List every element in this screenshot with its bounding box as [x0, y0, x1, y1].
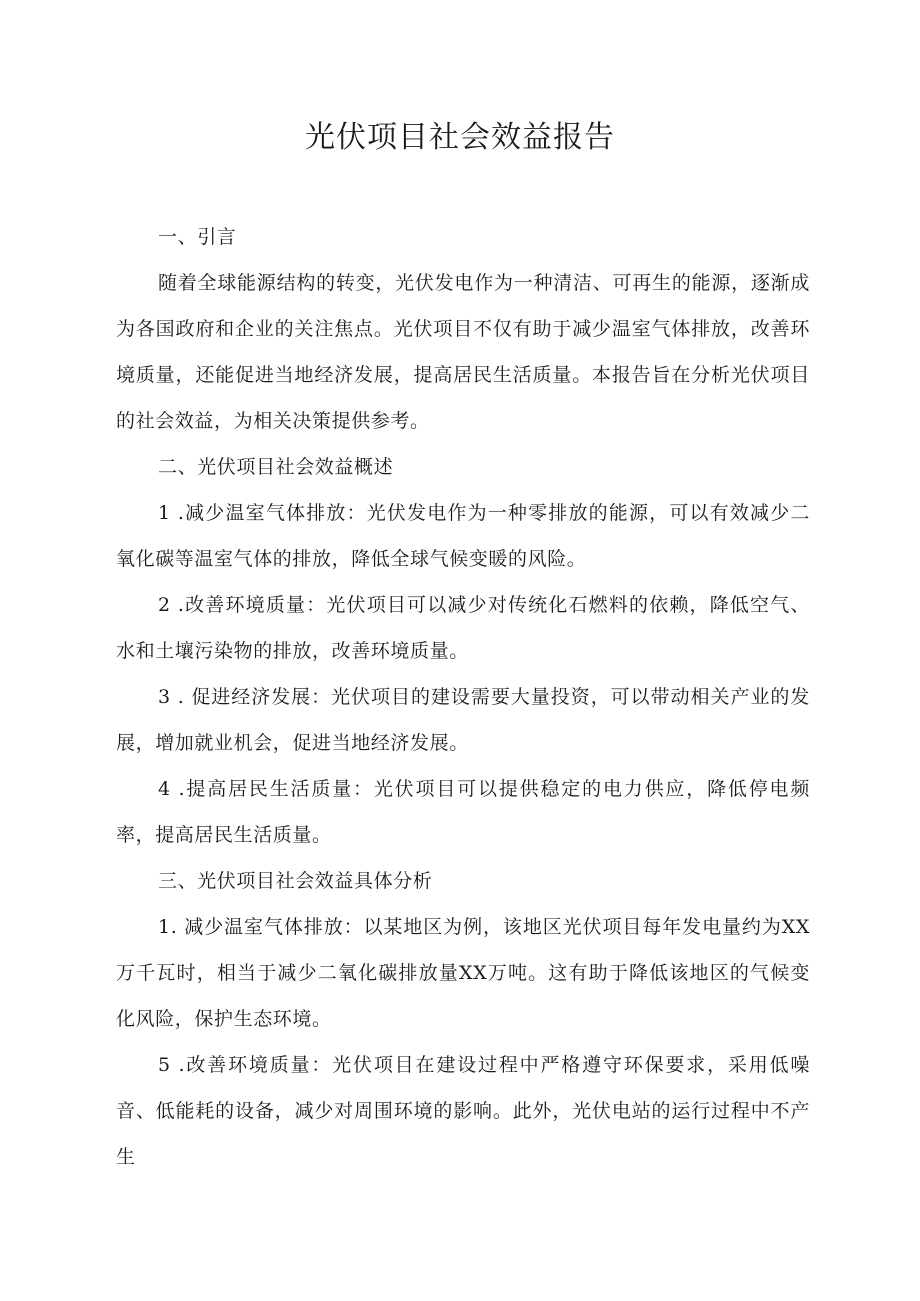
section-heading-analysis: 三、光伏项目社会效益具体分析 [158, 870, 433, 892]
paragraph-overview-item-2: 2 .改善环境质量：光伏项目可以减少对传统化石燃料的依赖，降低空气、水和土壤污染物的排放，改善环境质量。 [116, 594, 810, 662]
paragraph-overview-item-3: 3 . 促进经济发展：光伏项目的建设需要大量投资，可以带动相关产业的发展，增加就业机会，促进当地经济发展。 [116, 686, 810, 754]
paragraph-overview-item-1: 1 .减少温室气体排放：光伏发电作为一种零排放的能源，可以有效减少二氧化碳等温室气体的排放，降低全球气候变暖的风险。 [116, 502, 810, 570]
document-title: 光伏项目社会效益报告 [305, 120, 615, 155]
paragraph-overview-item-4: 4 .提高居民生活质量：光伏项目可以提供稳定的电力供应，降低停电频率，提高居民生活质量。 [116, 778, 810, 846]
paragraph-analysis-item-1: 1. 减少温室气体排放：以某地区为例，该地区光伏项目每年发电量约为XX万千瓦时，相当于减少二氧化碳排放量XX万吨。这有助于降低该地区的气候变化风险，保护生态环境。 [116, 916, 810, 1030]
paragraph-introduction: 随着全球能源结构的转变，光伏发电作为一种清洁、可再生的能源，逐渐成为各国政府和企业的关注焦点。光伏项目不仅有助于减少温室气体排放，改善环境质量，还能促进当地经济发展，提高居民生活质量。本报告旨在分析光伏项目的社会效益，为相关决策提供参考。 [116, 272, 810, 432]
section-heading-overview: 二、光伏项目社会效益概述 [158, 456, 394, 478]
section-heading-introduction: 一、引言 [158, 226, 237, 248]
paragraph-analysis-item-5: 5 .改善环境质量：光伏项目在建设过程中严格遵守环保要求，采用低噪音、低能耗的设备，减少对周围环境的影响。此外，光伏电站的运行过程中不产生 [116, 1054, 810, 1168]
document-body [116, 214, 810, 1180]
